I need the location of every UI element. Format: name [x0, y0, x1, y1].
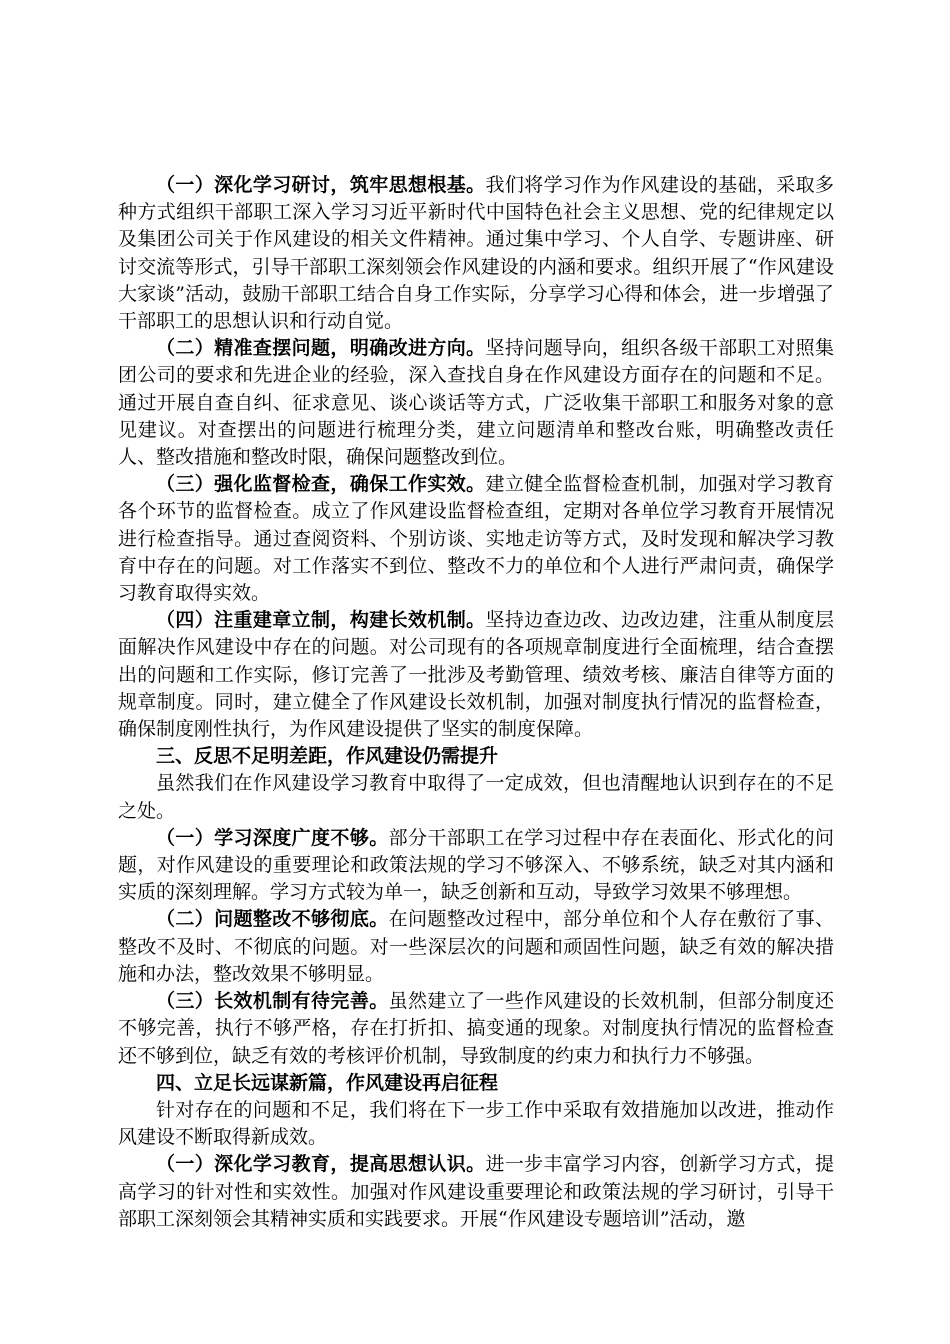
paragraph-rules-mechanism [118, 607, 834, 743]
paragraph-lead: （二）问题整改不够彻底。 [156, 908, 389, 931]
paragraph-text: 我们将学习作为作风建设的基础，采取多种方式组织干部职工深入学习习近平新时代中国特色社会主义思想、党的纪律规定以及集团公司关于作风建设的相关文件精神。通过集中学习、个人自学、专题讲座、研讨交流等形式，引导干部职工深刻领会作风建设的内涵和要求。组织开展了“作风建设大家谈”活动，鼓励干部职工结合自身工作实际，分享学习心得和体会，进一步增强了干部职工的思想认识和行动自觉。 [118, 174, 834, 333]
section-intro-four: 针对存在的问题和不足，我们将在下一步工作中采取有效措施加以改进，推动作风建设不断取得新成效。 [118, 1098, 834, 1149]
paragraph-lead: （一）深化学习教育，提高思想认识。 [156, 1153, 486, 1176]
paragraph-long-term-mechanism [118, 988, 834, 1070]
paragraph-lead: （一）学习深度广度不够。 [156, 826, 389, 849]
paragraph-study-depth [118, 825, 834, 907]
paragraph-lead: （四）注重建章立制，构建长效机制。 [156, 609, 486, 632]
paragraph-find-problems [118, 335, 834, 471]
section-heading-three: 三、反思不足明差距，作风建设仍需提升 [156, 745, 499, 768]
document-body [118, 172, 834, 1233]
paragraph-text: 坚持边查边改、边改边建，注重从制度层面解决作风建设中存在的问题。对公司现有的各项规章制度进行全面梳理，结合查摆出的问题和工作实际，修订完善了一批涉及考勤管理、绩效考核、廉洁自律等方面的规章制度。同时，建立健全了作风建设长效机制，加强对制度执行情况的监督检查，确保制度刚性执行，为作风建设提供了坚实的制度保障。 [118, 609, 834, 741]
paragraph-text: 坚持问题导向，组织各级干部职工对照集团公司的要求和先进企业的经验，深入查找自身在作风建设方面存在的问题和不足。通过开展自查自纠、征求意见、谈心谈话等方式，广泛收集干部职工和服务对象的意见建议。对查摆出的问题进行梳理分类，建立问题清单和整改台账，明确整改责任人、整改措施和整改时限，确保问题整改到位。 [118, 337, 834, 469]
paragraph-text: 部分干部职工在学习过程中存在表面化、形式化的问题，对作风建设的重要理论和政策法规的学习不够深入、不够系统，缺乏对其内涵和实质的深刻理解。学习方式较为单一，缺乏创新和互动，导致学习效果不够理想。 [118, 826, 834, 904]
section-heading-four: 四、立足长远谋新篇，作风建设再启征程 [156, 1071, 499, 1094]
paragraph-text: 虽然建立了一些作风建设的长效机制，但部分制度还不够完善，执行不够严格，存在打折扣、搞变通的现象。对制度执行情况的监督检查还不够到位，缺乏有效的考核评价机制，导致制度的约束力和执行力不够强。 [118, 990, 834, 1067]
paragraph-study-research [118, 172, 834, 335]
paragraph-supervision [118, 471, 834, 607]
paragraph-deepen-study [118, 1151, 834, 1233]
paragraph-rectification [118, 906, 834, 988]
paragraph-text: 在问题整改过程中，部分单位和个人存在敷衍了事、整改不及时、不彻底的问题。对一些深层次的问题和顽固性问题，缺乏有效的解决措施和办法，整改效果不够明显。 [118, 908, 834, 985]
paragraph-lead: （二）精准查摆问题，明确改进方向。 [156, 337, 486, 360]
paragraph-lead: （三）强化监督检查，确保工作实效。 [156, 473, 486, 496]
paragraph-lead: （三）长效机制有待完善。 [156, 990, 389, 1013]
paragraph-text: 建立健全监督检查机制，加强对学习教育各个环节的监督检查。成立了作风建设监督检查组，定期对各单位学习教育开展情况进行检查指导。通过查阅资料、个别访谈、实地走访等方式，及时发现和解决学习教育中存在的问题。对工作落实不到位、整改不力的单位和个人进行严肃问责，确保学习教育取得实效。 [118, 473, 834, 605]
section-intro-three: 虽然我们在作风建设学习教育中取得了一定成效，但也清醒地认识到存在的不足之处。 [118, 772, 834, 822]
paragraph-text: 进一步丰富学习内容，创新学习方式，提高学习的针对性和实效性。加强对作风建设重要理论和政策法规的学习研讨，引导干部职工深刻领会其精神实质和实践要求。开展“作风建设专题培训”活动，邀 [118, 1153, 834, 1230]
paragraph-lead: （一）深化学习研讨，筑牢思想根基。 [156, 174, 486, 196]
